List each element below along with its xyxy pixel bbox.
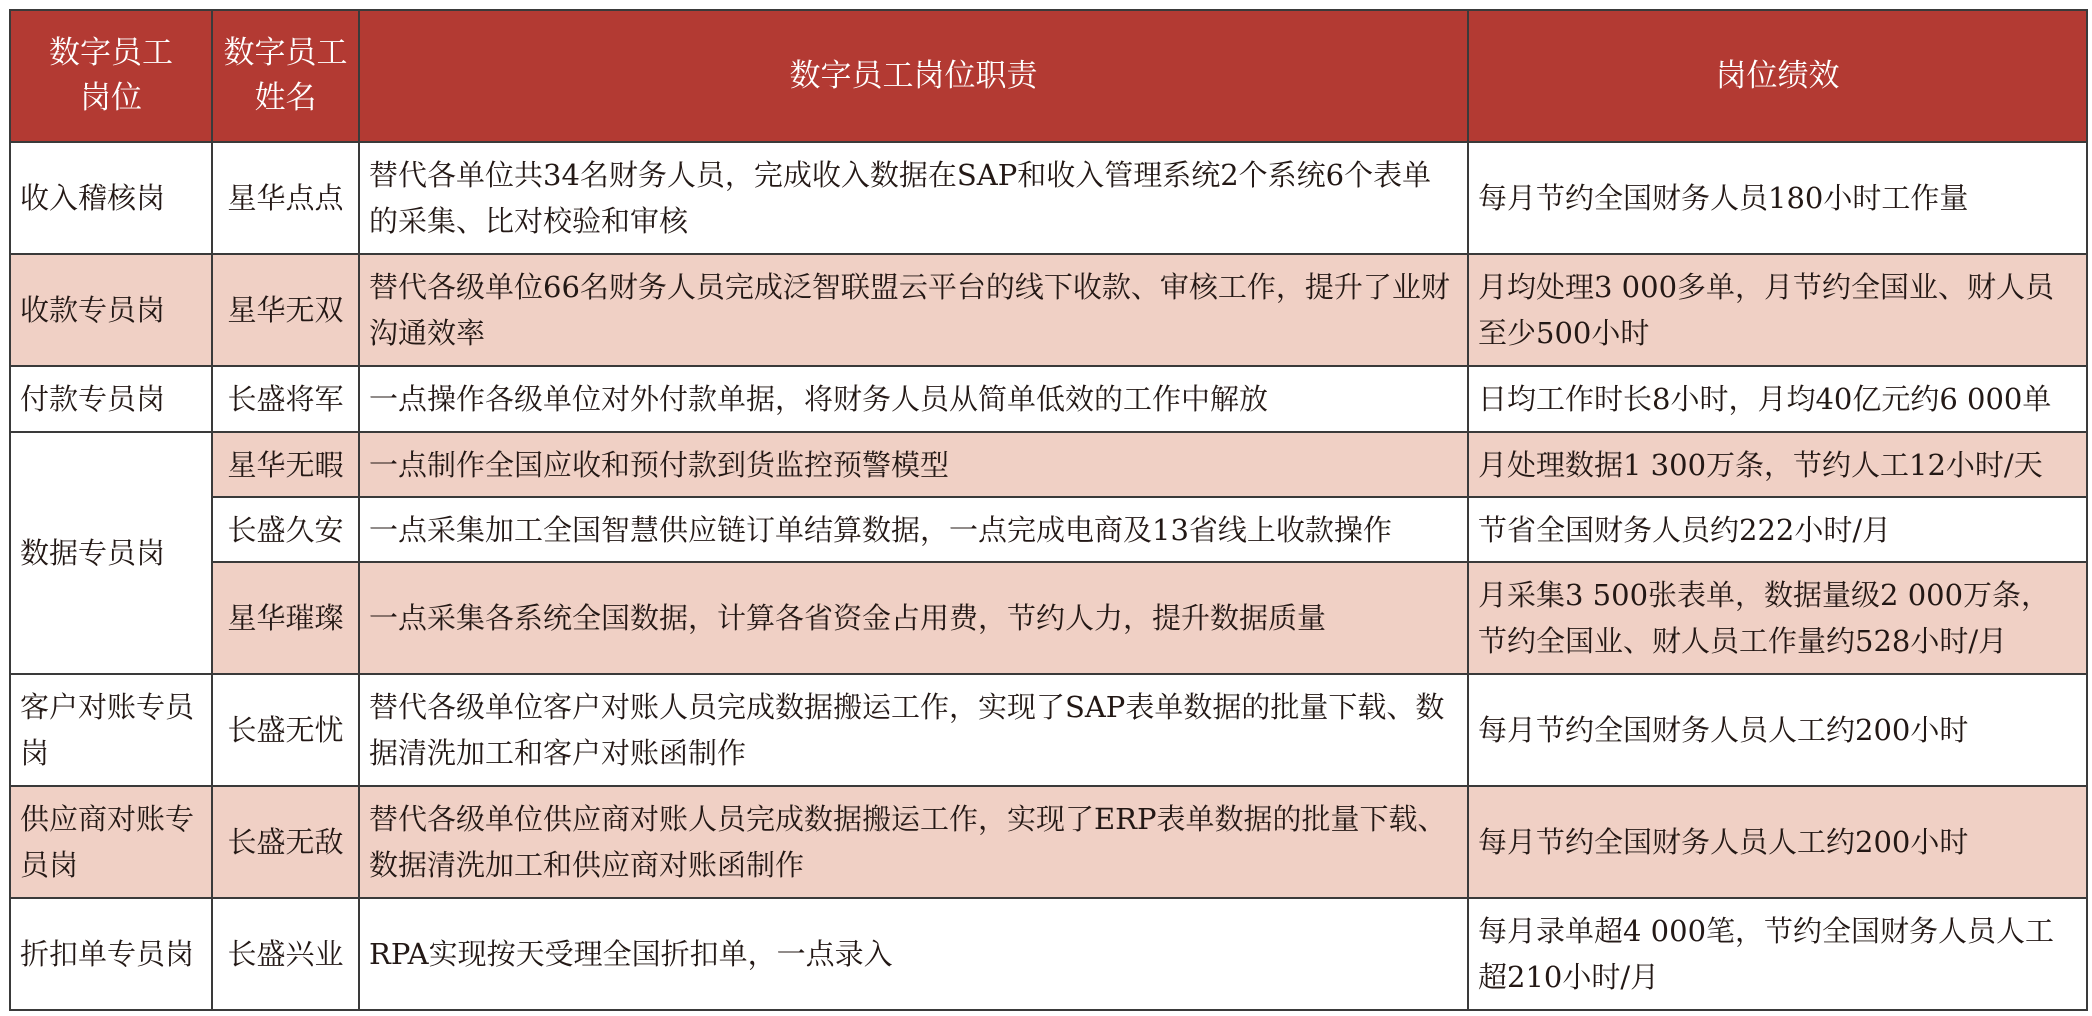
duty-cell: 替代各单位共34名财务人员，完成收入数据在SAP和收入管理系统2个系统6个表单的采集、比对校验和审核 bbox=[359, 142, 1468, 254]
name-cell: 星华点点 bbox=[212, 142, 359, 254]
performance-cell: 日均工作时长8小时，月均40亿元约6 000单 bbox=[1468, 366, 2087, 432]
performance-cell: 节省全国财务人员约222小时/月 bbox=[1468, 497, 2087, 562]
table-row bbox=[10, 142, 2087, 254]
table-header-row bbox=[10, 10, 2087, 142]
duty-cell: 一点操作各级单位对外付款单据，将财务人员从简单低效的工作中解放 bbox=[359, 366, 1468, 432]
performance-cell: 月采集3 500张表单，数据量级2 000万条，节约全国业、财人员工作量约528小时/月 bbox=[1468, 562, 2087, 674]
name-cell: 长盛无敌 bbox=[212, 786, 359, 898]
name-cell: 星华无双 bbox=[212, 254, 359, 366]
position-cell: 供应商对账专员岗 bbox=[10, 786, 212, 898]
header-position: 数字员工 岗位 bbox=[10, 10, 212, 142]
name-cell: 星华璀璨 bbox=[212, 562, 359, 674]
table-row bbox=[10, 432, 2087, 497]
duty-cell: 一点采集加工全国智慧供应链订单结算数据，一点完成电商及13省线上收款操作 bbox=[359, 497, 1468, 562]
header-performance: 岗位绩效 bbox=[1468, 10, 2087, 142]
position-cell: 收入稽核岗 bbox=[10, 142, 212, 254]
duty-cell: 替代各级单位客户对账人员完成数据搬运工作，实现了SAP表单数据的批量下载、数据清洗加工和客户对账函制作 bbox=[359, 674, 1468, 786]
digital-employee-table bbox=[9, 9, 2088, 1011]
header-duty: 数字员工岗位职责 bbox=[359, 10, 1468, 142]
position-cell: 折扣单专员岗 bbox=[10, 898, 212, 1010]
performance-cell: 每月节约全国财务人员180小时工作量 bbox=[1468, 142, 2087, 254]
table-row bbox=[10, 674, 2087, 786]
table-row bbox=[10, 898, 2087, 1010]
duty-cell: 一点采集各系统全国数据，计算各省资金占用费，节约人力，提升数据质量 bbox=[359, 562, 1468, 674]
table-row bbox=[10, 497, 2087, 562]
position-cell: 数据专员岗 bbox=[10, 432, 212, 674]
performance-cell: 每月录单超4 000笔，节约全国财务人员人工超210小时/月 bbox=[1468, 898, 2087, 1010]
name-cell: 长盛久安 bbox=[212, 497, 359, 562]
position-cell: 收款专员岗 bbox=[10, 254, 212, 366]
performance-cell: 每月节约全国财务人员人工约200小时 bbox=[1468, 786, 2087, 898]
name-cell: 星华无暇 bbox=[212, 432, 359, 497]
table-row bbox=[10, 562, 2087, 674]
header-name: 数字员工 姓名 bbox=[212, 10, 359, 142]
position-cell: 付款专员岗 bbox=[10, 366, 212, 432]
name-cell: 长盛兴业 bbox=[212, 898, 359, 1010]
table-row bbox=[10, 366, 2087, 432]
duty-cell: RPA实现按天受理全国折扣单，一点录入 bbox=[359, 898, 1468, 1010]
performance-cell: 月处理数据1 300万条，节约人工12小时/天 bbox=[1468, 432, 2087, 497]
name-cell: 长盛无忧 bbox=[212, 674, 359, 786]
duty-cell: 一点制作全国应收和预付款到货监控预警模型 bbox=[359, 432, 1468, 497]
table-row bbox=[10, 254, 2087, 366]
duty-cell: 替代各级单位66名财务人员完成泛智联盟云平台的线下收款、审核工作，提升了业财沟通效率 bbox=[359, 254, 1468, 366]
table-row bbox=[10, 786, 2087, 898]
performance-cell: 每月节约全国财务人员人工约200小时 bbox=[1468, 674, 2087, 786]
performance-cell: 月均处理3 000多单，月节约全国业、财人员至少500小时 bbox=[1468, 254, 2087, 366]
position-cell: 客户对账专员岗 bbox=[10, 674, 212, 786]
name-cell: 长盛将军 bbox=[212, 366, 359, 432]
digital-employee-table-wrapper bbox=[9, 9, 2086, 1011]
duty-cell: 替代各级单位供应商对账人员完成数据搬运工作，实现了ERP表单数据的批量下载、数据清洗加工和供应商对账函制作 bbox=[359, 786, 1468, 898]
